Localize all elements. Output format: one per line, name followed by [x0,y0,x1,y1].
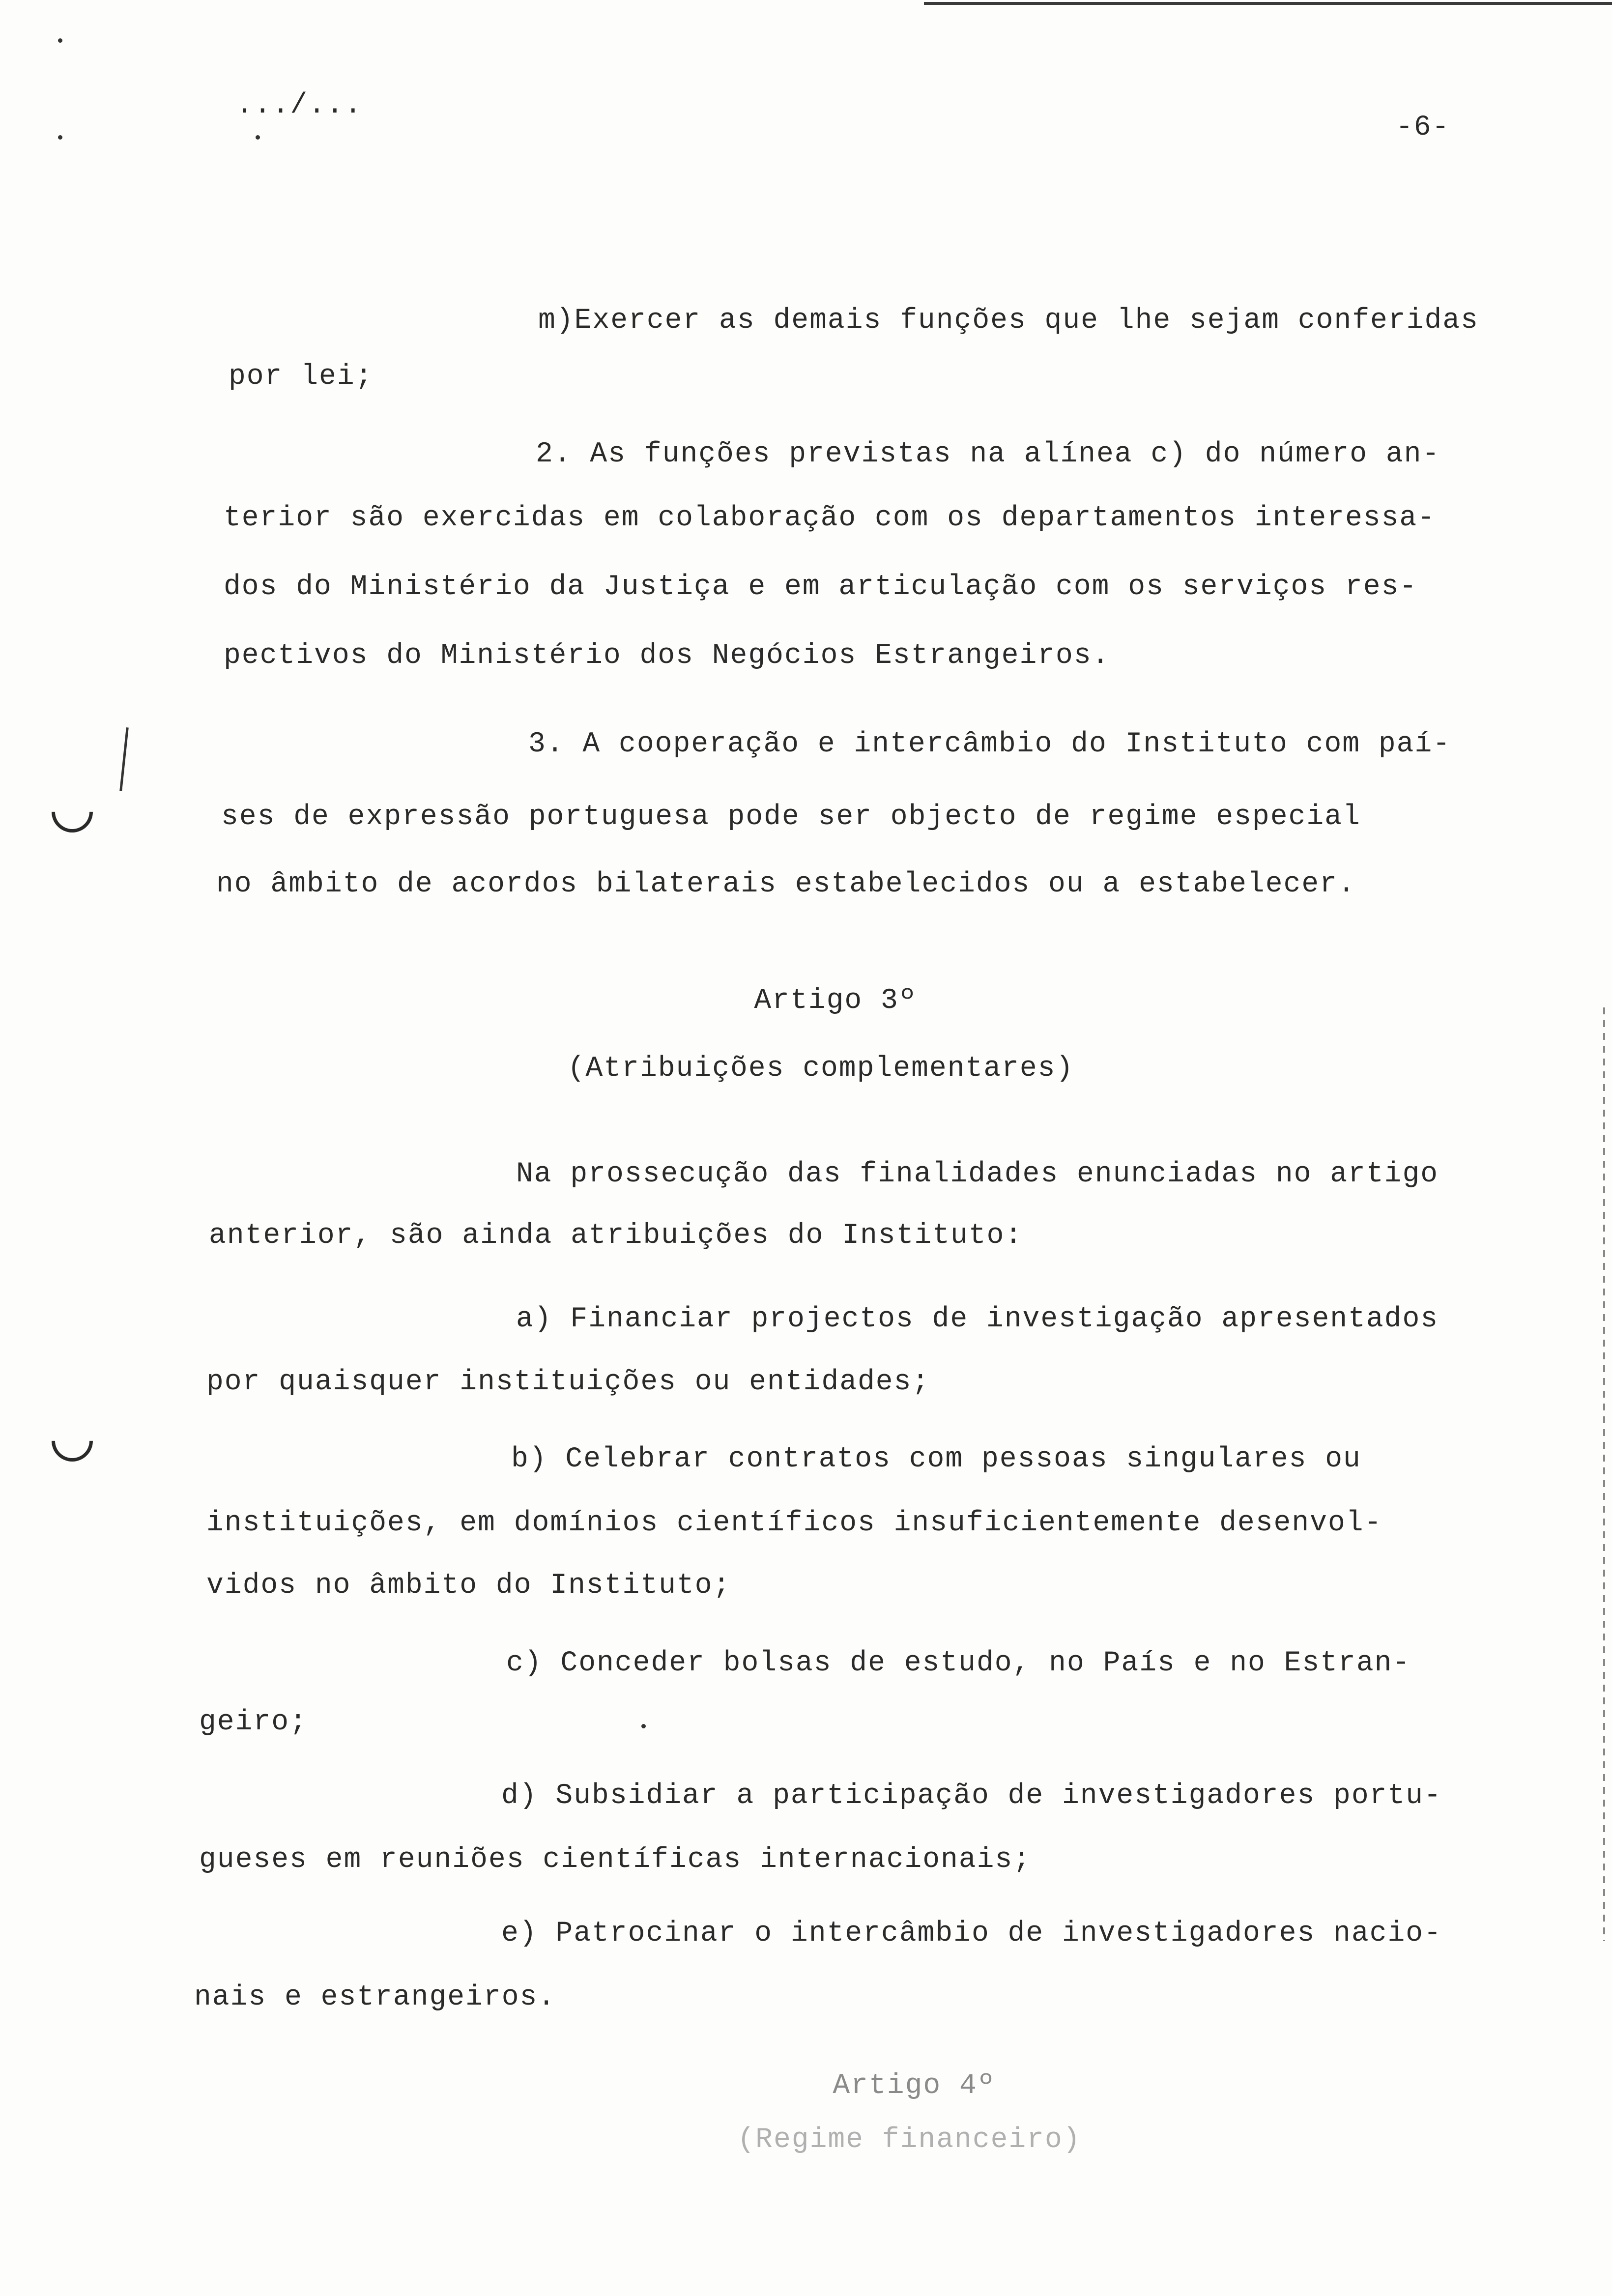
paragraph-line: por lei; [229,361,374,393]
margin-speck [58,38,62,43]
paragraph-line: pectivos do Ministério dos Negócios Estrangeiros. [224,640,1110,672]
article-3-item: b) Celebrar contratos com pessoas singulares ou [511,1443,1361,1475]
article-3-item: vidos no âmbito do Instituto; [206,1570,731,1602]
article-3-line: Na prossecução das finalidades enunciadas no artigo [516,1158,1439,1190]
binder-hole-mark [43,1412,102,1470]
top-rule [924,2,1612,5]
paragraph-line: no âmbito de acordos bilaterais estabelecidos ou a estabelecer. [216,868,1356,900]
page-number: -6- [1396,112,1450,144]
right-edge-mark [1603,1007,1605,1941]
article-3-item: a) Financiar projectos de investigação apresentados [516,1303,1439,1335]
paragraph-line: ses de expressão portuguesa pode ser objecto de regime especial [221,801,1361,833]
article-3-item: por quaisquer instituições ou entidades; [206,1366,930,1398]
paragraph-line: dos do Ministério da Justiça e em articulação com os serviços res- [224,571,1418,603]
margin-pencil-mark [119,727,129,791]
article-3-item: instituições, em domínios científicos insuficientemente desenvol- [206,1507,1382,1539]
article-3-item: gueses em reuniões científicas internacionais; [199,1844,1032,1876]
margin-speck [58,135,62,140]
article-3-item: e) Patrocinar o intercâmbio de investigadores nacio- [501,1918,1442,1950]
continuation-mark: .../... [236,89,363,121]
paragraph-line: terior são exercidas em colaboração com os departamentos interessa- [224,502,1436,534]
paragraph-line: 2. As funções previstas na alínea c) do número an- [536,438,1440,470]
article-3-title: Artigo 3º [754,985,917,1017]
paragraph-line: 3. A cooperação e intercâmbio do Instituto com paí- [528,728,1451,760]
margin-speck [641,1724,646,1728]
article-3-line: anterior, são ainda atribuições do Instituto: [209,1220,1023,1252]
article-3-item: geiro; [199,1706,308,1738]
article-4-subtitle: (Regime financeiro) [737,2124,1081,2156]
article-4-title: Artigo 4º [833,2070,996,2102]
article-3-subtitle: (Atribuições complementares) [567,1053,1074,1085]
article-3-item: d) Subsidiar a participação de investigadores portu- [501,1780,1442,1812]
article-3-item: c) Conceder bolsas de estudo, no País e no Estran- [506,1647,1411,1679]
article-3-item: nais e estrangeiros. [194,1981,556,2013]
margin-speck [256,135,260,140]
paragraph-line: m)Exercer as demais funções que lhe sejam conferidas [538,305,1479,337]
binder-hole-mark [43,783,102,841]
